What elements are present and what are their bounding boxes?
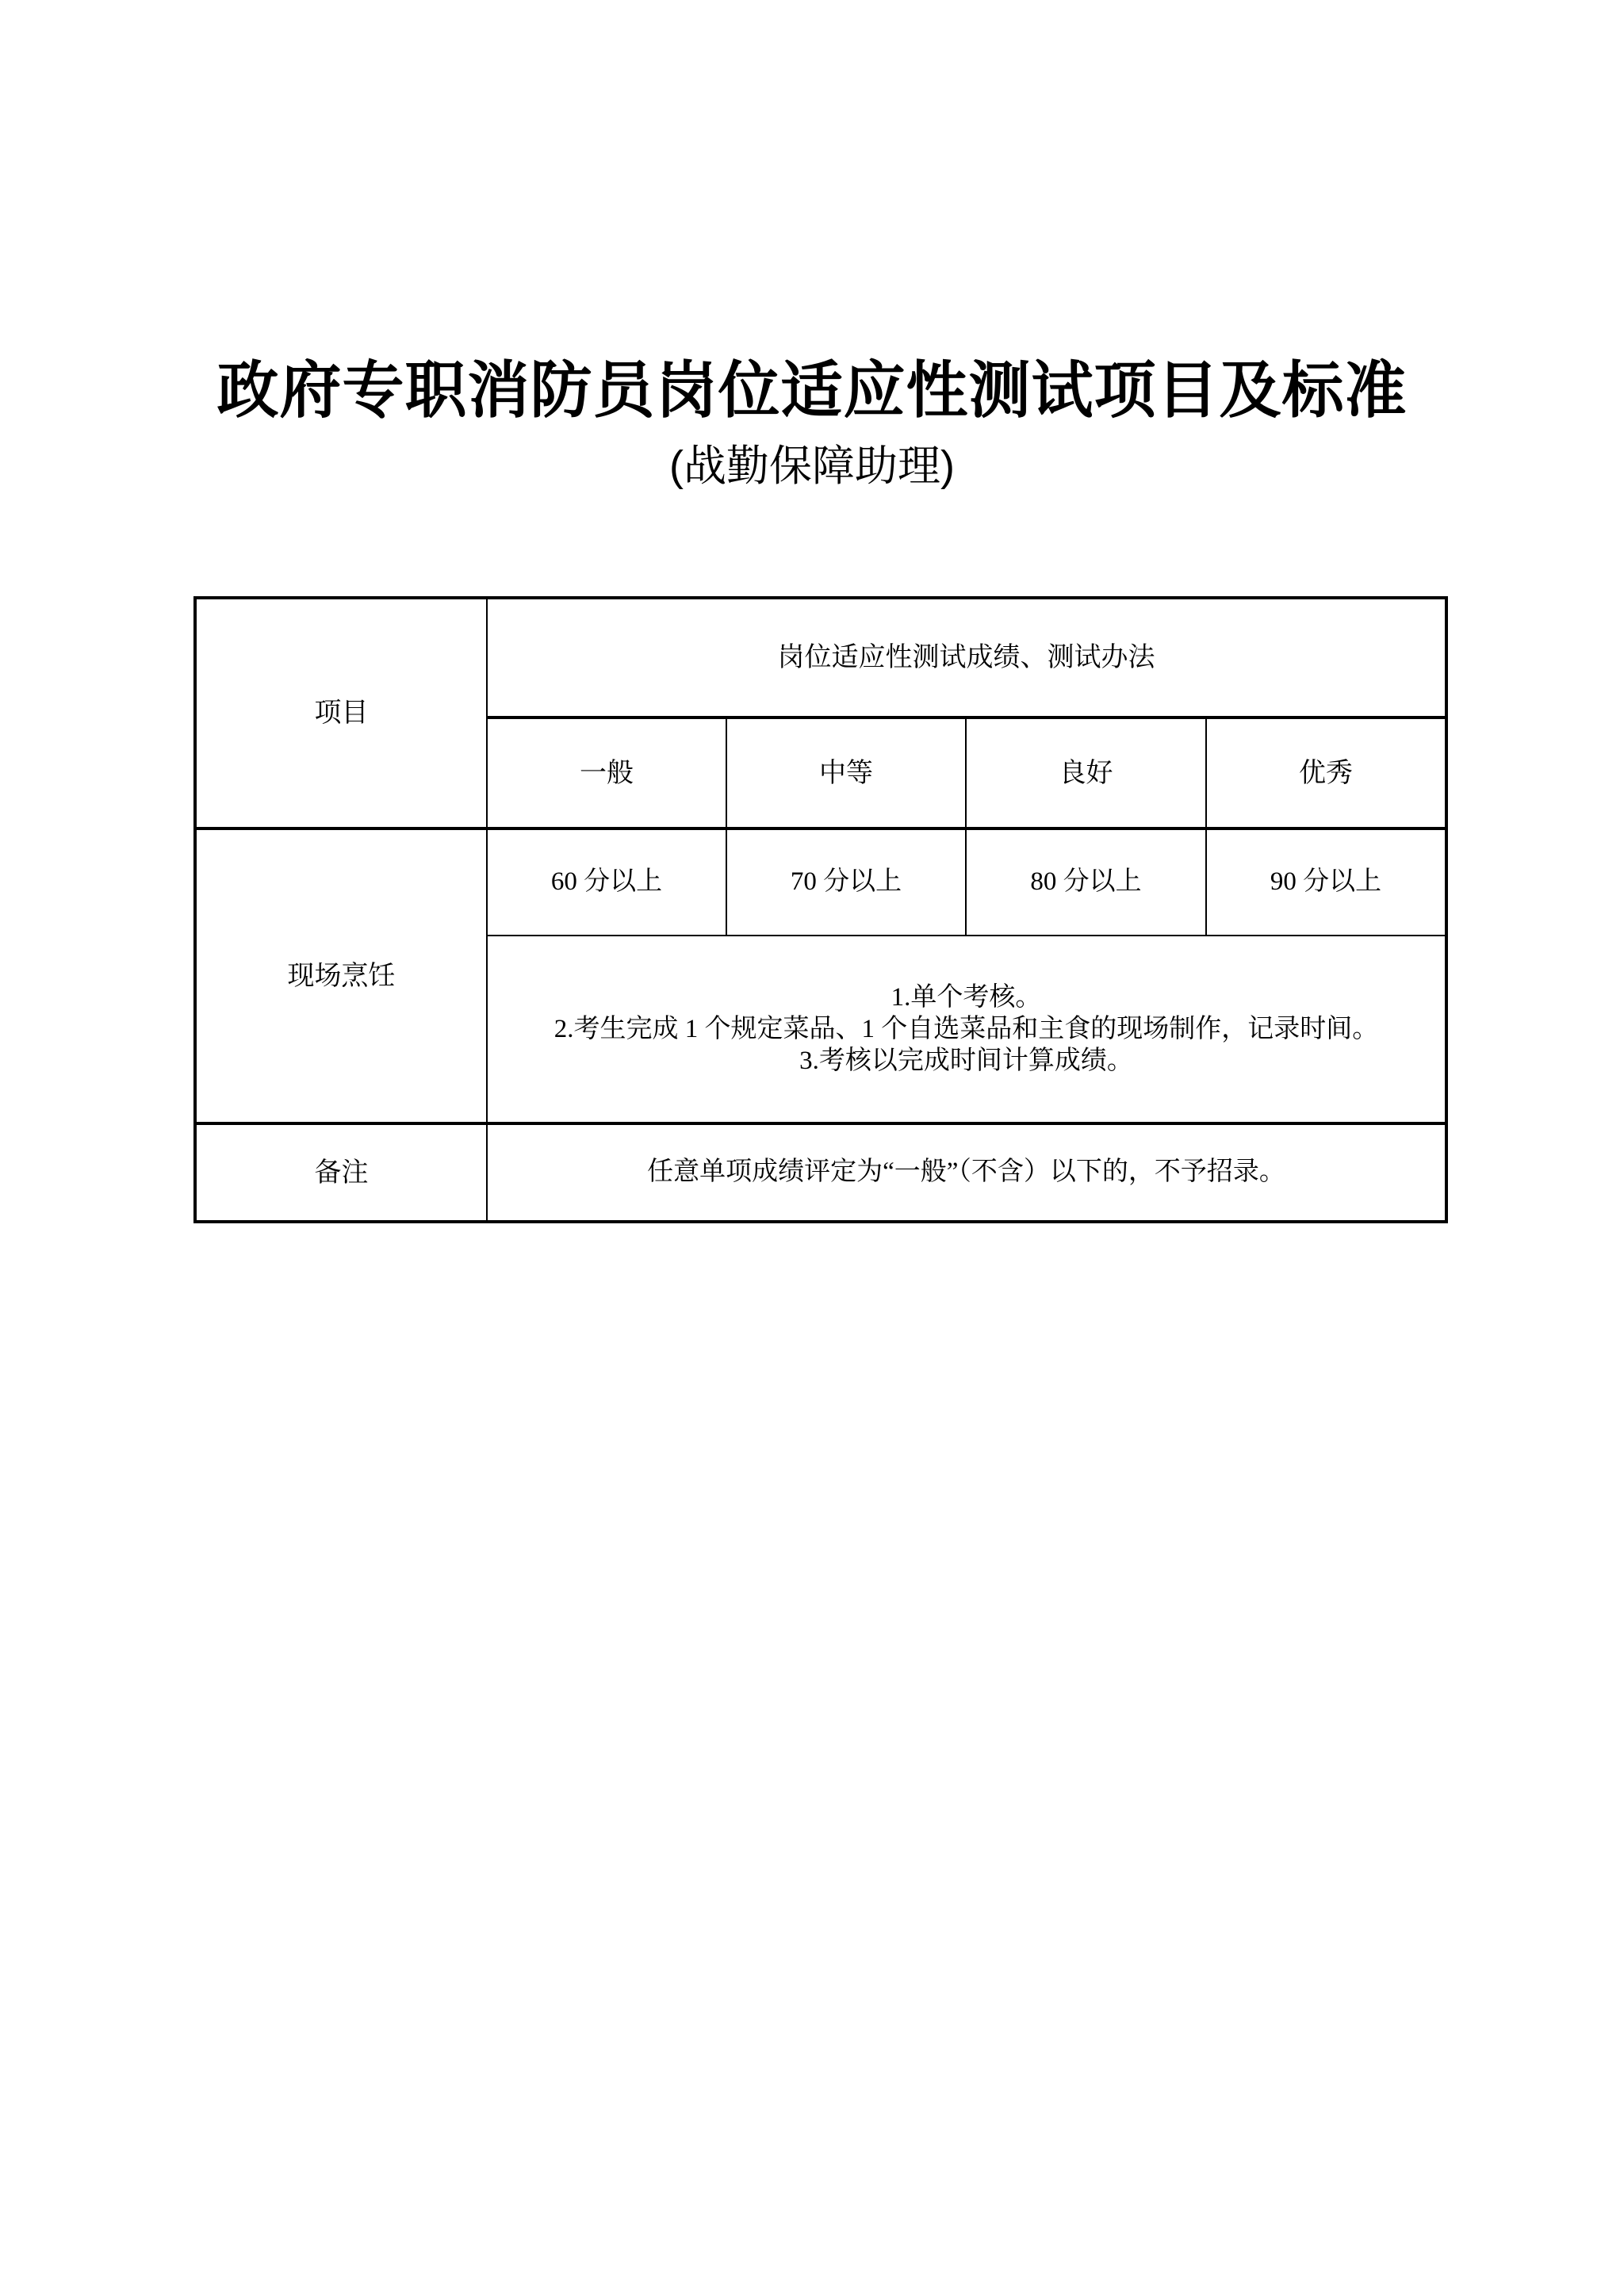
page-subtitle: (战勤保障助理) [669,442,955,490]
header-level-excellent: 优秀 [1206,718,1446,828]
header-level-ordinary: 一般 [487,718,726,828]
header-group-cell: 岗位适应性测试成绩、测试办法 [487,598,1446,718]
scores-row [195,828,1446,936]
score-cell-medium: 70 分以上 [726,828,966,936]
header-level-medium: 中等 [726,718,966,828]
note-row [195,1123,1446,1222]
score-cell-excellent: 90 分以上 [1206,828,1446,936]
document-header [186,354,1438,492]
page-title: 政府专职消防员岗位适应性测试项目及标准 [216,355,1408,425]
method-line-3: 3.考核以完成时间计算成绩。 [799,1047,1133,1075]
note-content-cell: 任意单项成绩评定为“一般”（不含）以下的，不予招录。 [487,1123,1446,1222]
row-item-cell: 现场烹饪 [195,828,487,1123]
score-cell-good: 80 分以上 [966,828,1206,936]
header-row-group [195,598,1446,718]
note-label-cell: 备注 [195,1123,487,1222]
methods-cell [487,936,1446,1123]
criteria-table [193,596,1448,1223]
header-item-cell: 项目 [195,598,487,828]
method-line-2: 2.考生完成 1 个规定菜品、1 个自选菜品和主食的现场制作，记录时间。 [553,1015,1379,1043]
score-cell-ordinary: 60 分以上 [487,828,726,936]
method-line-1: 1.单个考核。 [891,983,1042,1012]
header-level-good: 良好 [966,718,1206,828]
